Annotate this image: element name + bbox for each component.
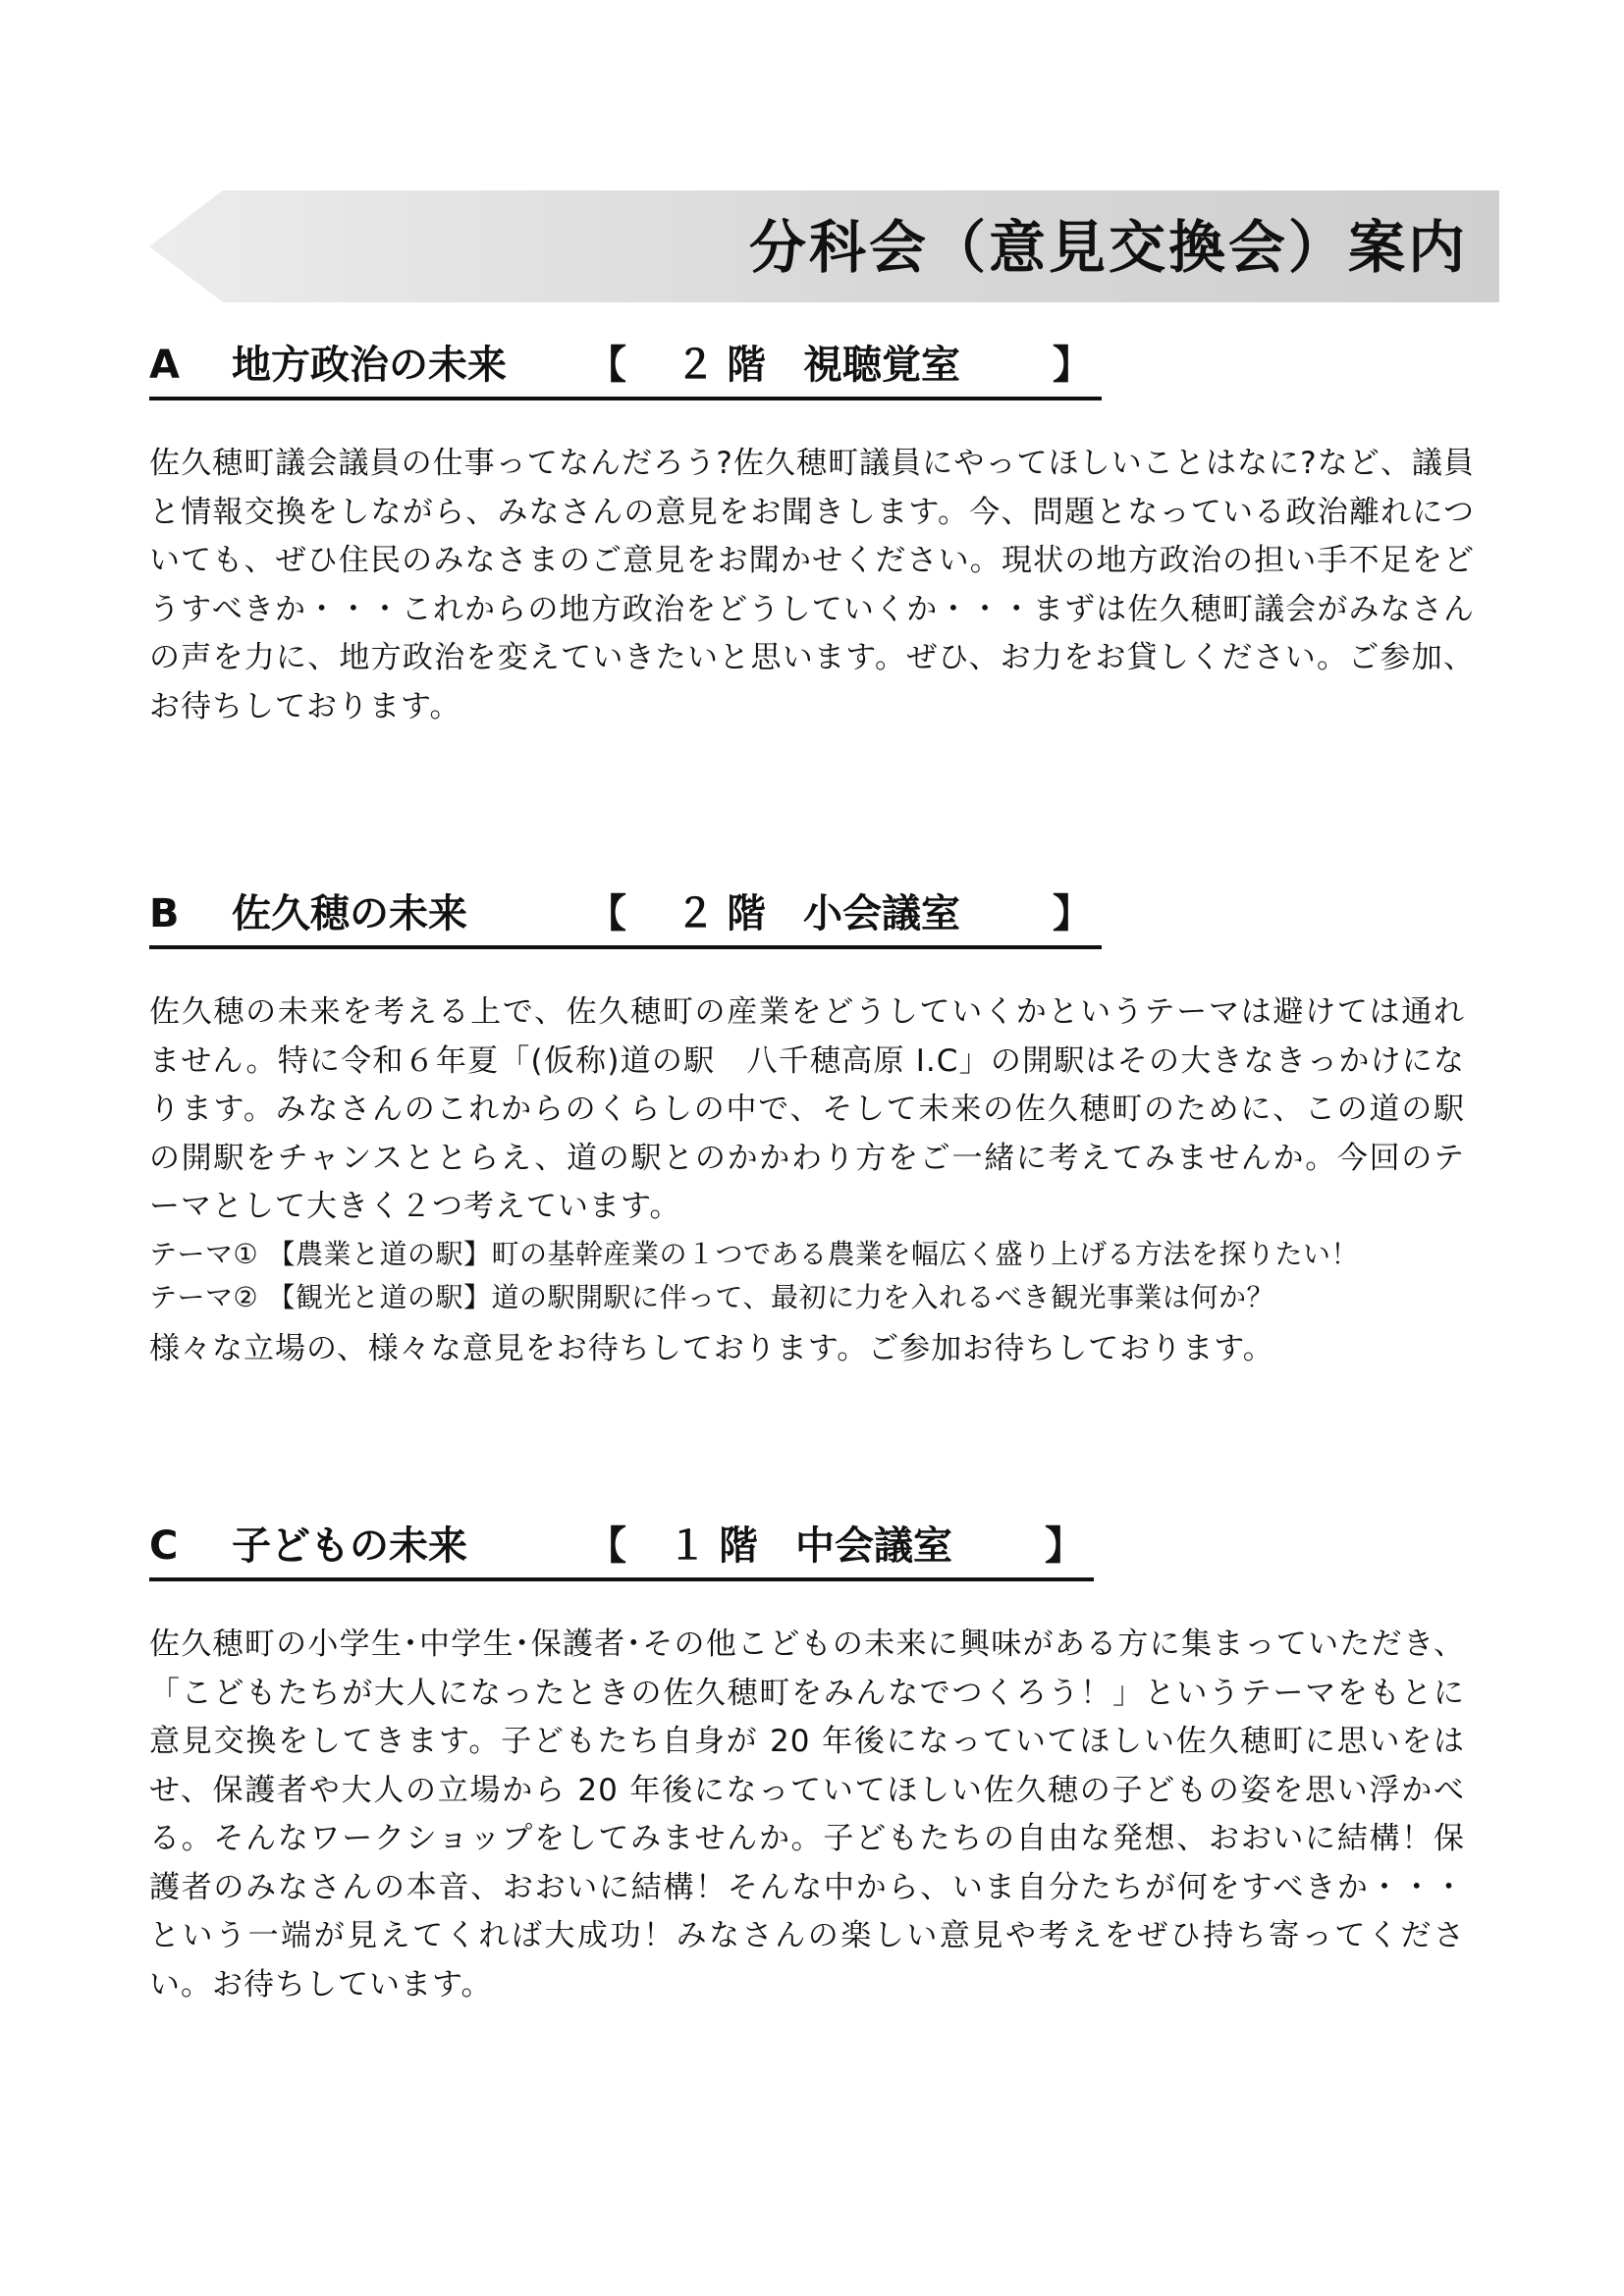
- section-title: 佐久穂の未来: [232, 891, 467, 936]
- bracket-close: 】: [1053, 343, 1092, 388]
- section-b-body: 佐久穂の未来を考える上で、佐久穂町の産業をどうしていくかというテーマは避けては通れません。特に令和６年夏「(仮称)道の駅 八千穂高原 I.C」の開駅はその大きなきっかけになります。みなさんのこれからのくらしの中で、そして未来の佐久穂町のために、この道の駅の開駅をチャンスととらえ、道の駅とのかかわり方をご一緒に考えてみませんか。今回のテーマとして大きく２つ考えています。: [149, 994, 1465, 1224]
- bracket-open: 【: [587, 1523, 626, 1569]
- theme-item: [149, 1233, 1465, 1276]
- page-title: 分科会（意見交換会）案内: [748, 214, 1468, 281]
- room-name: 視聴覚室: [803, 343, 960, 388]
- floor-number: １: [668, 1523, 707, 1569]
- room-name: 小会議室: [803, 891, 960, 936]
- floor-word: 階: [719, 1523, 758, 1569]
- theme-text: 町の基幹産業の１つである農業を幅広く盛り上げる方法を探りたい！: [491, 1238, 1360, 1270]
- section-b: [149, 882, 1102, 949]
- theme-list: [149, 1233, 1465, 1319]
- section-c-body: 佐久穂町の小学生･中学生･保護者･その他こどもの未来に興味がある方に集まっていただき、「こどもたちが大人になったときの佐久穂町をみんなでつくろう！」というテーマをもとに意見交換をしてきます。子どもたち自身が 20 年後になっていてほしい佐久穂町に思いをはせ、保護者や大人の立場から 20 年後になっていてほしい佐久穂の子どもの姿を思い浮かべる。そんなワークショップをしてみませんか。子どもたちの自由な発想、おおいに結構！保護者のみなさんの本音、おおいに結構！そんな中から、いま自分たちが何をすべきか・・・という一端が見えてくれば大成功！みなさんの楽しい意見や考えをぜひ持ち寄ってください。お待ちしています。: [149, 1627, 1465, 2002]
- bracket-open: 【: [587, 343, 626, 388]
- section-b-heading: [149, 882, 1102, 949]
- theme-text: 道の駅開駅に伴って、最初に力を入れるべき観光事業は何か？: [491, 1281, 1274, 1313]
- section-a-body: 佐久穂町議会議員の仕事ってなんだろう?佐久穂町議員にやってほしいことはなに?など、議員と情報交換をしながら、みなさんの意見をお聞きします。今、問題となっている政治離れについても、ぜひ住民のみなさまのご意見をお聞かせください。現状の地方政治の担い手不足をどうすべきか・・・これからの地方政治をどうしていくか・・・まずは佐久穂町議会がみなさんの声を力に、地方政治を変えていきたいと思います。ぜひ、お力をお貸しください。ご参加、お待ちしております。: [149, 446, 1475, 724]
- bracket-close: 】: [1053, 891, 1092, 936]
- theme-label: テーマ①: [149, 1238, 259, 1270]
- section-c-heading: [149, 1515, 1094, 1581]
- floor-number: ２: [676, 891, 715, 936]
- theme-tag: 【農業と道の駅】: [267, 1238, 492, 1270]
- section-letter: A: [149, 343, 180, 388]
- bracket-open: 【: [587, 891, 626, 936]
- theme-label: テーマ②: [149, 1281, 259, 1313]
- title-banner: [149, 190, 1499, 302]
- theme-tag: 【観光と道の駅】: [267, 1281, 492, 1313]
- section-b-closing: 様々な立場の、様々な意見をお待ちしております。ご参加お待ちしております。: [149, 1331, 1274, 1366]
- section-letter: B: [149, 891, 180, 936]
- bracket-close: 】: [1045, 1523, 1084, 1569]
- section-a-heading: [149, 334, 1102, 400]
- section-letter: C: [149, 1523, 179, 1569]
- theme-item: [149, 1276, 1465, 1319]
- room-name: 中会議室: [795, 1523, 952, 1569]
- section-a: [149, 334, 1102, 400]
- floor-word: 階: [727, 343, 766, 388]
- floor-word: 階: [727, 891, 766, 936]
- section-title: 子どもの未来: [232, 1523, 467, 1569]
- floor-number: ２: [676, 343, 715, 388]
- section-c: [149, 1515, 1094, 1581]
- section-title: 地方政治の未来: [232, 343, 507, 388]
